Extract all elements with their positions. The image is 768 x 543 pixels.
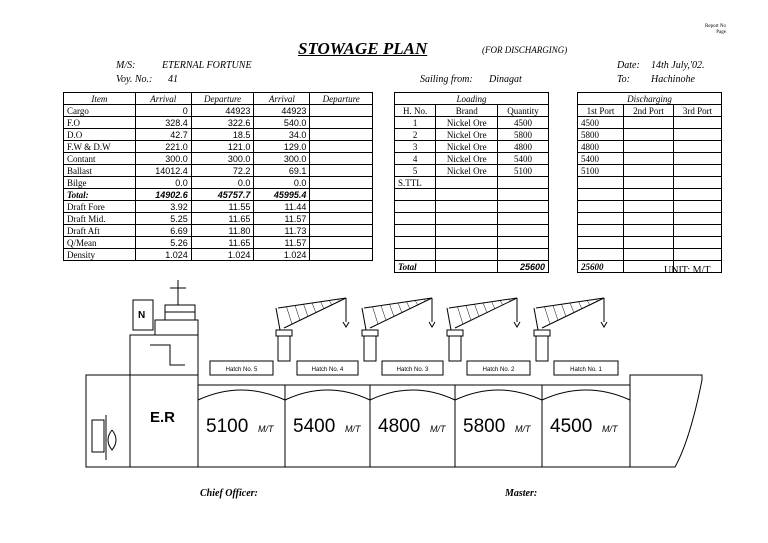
row-value: 44923 <box>191 105 254 117</box>
row-label: Draft Mid. <box>64 213 136 225</box>
loading-cell: Nickel Ore <box>436 153 498 165</box>
loading-header: H. No. <box>395 105 436 117</box>
crane-lattice <box>458 307 464 325</box>
crane-lattice <box>466 305 471 320</box>
bridge-deck <box>155 320 198 335</box>
row-value: 0.0 <box>254 177 310 189</box>
loading-cell: 4 <box>395 153 436 165</box>
hold-arch <box>198 390 285 400</box>
crane-cab <box>534 330 550 336</box>
report-no-label: Report No <box>705 24 726 29</box>
date-value: 14th July,'02. <box>651 60 705 71</box>
crane-lattice <box>415 300 418 305</box>
crane-lattice <box>295 305 300 320</box>
voy-value: 41 <box>168 74 178 85</box>
row-value: 6.69 <box>135 225 191 237</box>
hatch-unit: M/T <box>430 424 446 434</box>
master-signature: Master: <box>505 488 538 499</box>
crane-lattice <box>570 303 574 313</box>
row-value: 45995.4 <box>254 189 310 201</box>
hatch-unit: M/T <box>258 424 274 434</box>
discharging-header: 2nd Port <box>624 105 674 117</box>
loading-cell: 4800 <box>498 141 549 153</box>
row-value: 0 <box>135 105 191 117</box>
condition-header: Departure <box>191 93 254 105</box>
condition-header: Departure <box>310 93 373 105</box>
hatch-unit: M/T <box>345 424 361 434</box>
loading-cell: Nickel Ore <box>436 129 498 141</box>
ms-value: ETERNAL FORTUNE <box>162 60 252 71</box>
voy-label: Voy. No.: <box>116 74 153 85</box>
crane-lattice <box>545 307 551 325</box>
date-label: Date: <box>617 60 640 71</box>
discharging-cell: 5800 <box>578 129 624 141</box>
condition-header: Arrival <box>135 93 191 105</box>
discharging-cell: 4500 <box>578 117 624 129</box>
row-value: 0.0 <box>191 177 254 189</box>
hatch-quantity: 4500 <box>550 416 593 437</box>
hold-arch <box>455 390 542 400</box>
loading-cell: Nickel Ore <box>436 117 498 129</box>
hatch-label: Hatch No. 1 <box>570 367 602 373</box>
row-label: F.W & D.W <box>64 141 136 153</box>
hatch-unit: M/T <box>602 424 618 434</box>
page-subtitle: (FOR DISCHARGING) <box>482 45 568 55</box>
row-value: 69.1 <box>254 165 310 177</box>
loading-cell: 2 <box>395 129 436 141</box>
loading-cell: 1 <box>395 117 436 129</box>
row-value: 44923 <box>254 105 310 117</box>
crane-cab <box>362 330 378 336</box>
sailing-label: Sailing from: <box>420 74 473 85</box>
hold-arch <box>542 390 630 400</box>
row-value: 14012.4 <box>135 165 191 177</box>
deck-crane <box>447 298 520 361</box>
discharging-header: 3rd Port <box>674 105 722 117</box>
row-label: Contant <box>64 153 136 165</box>
crane-lattice <box>312 303 316 313</box>
crane-lattice <box>407 302 411 310</box>
loading-cell: 5400 <box>498 153 549 165</box>
row-value: 300.0 <box>254 153 310 165</box>
rudder <box>92 420 104 452</box>
crane-lattice <box>398 303 402 313</box>
row-value: 45757.7 <box>191 189 254 201</box>
crane-mast <box>447 308 451 330</box>
row-label: Bilge <box>64 177 136 189</box>
row-value: 1.024 <box>254 249 310 261</box>
crane-post <box>536 335 548 361</box>
engine-room-label: E.R <box>150 409 176 426</box>
row-value: 5.26 <box>135 237 191 249</box>
hatch-quantity: 4800 <box>378 416 421 437</box>
condition-header: Arrival <box>254 93 310 105</box>
page-label: Page <box>716 30 726 35</box>
row-value: 11.44 <box>254 201 310 213</box>
crane-post <box>449 335 461 361</box>
row-value: 11.57 <box>254 213 310 225</box>
row-value: 34.0 <box>254 129 310 141</box>
row-value: 42.7 <box>135 129 191 141</box>
row-value: 221.0 <box>135 141 191 153</box>
hold-arch <box>370 390 455 400</box>
hatch-label: Hatch No. 5 <box>225 367 258 373</box>
row-value: 5.25 <box>135 213 191 225</box>
row-value: 11.55 <box>191 201 254 213</box>
crane-lattice <box>304 304 309 317</box>
hatch-quantity: 5100 <box>206 416 249 437</box>
hold-arch <box>285 390 370 400</box>
crane-lattice <box>373 307 379 325</box>
deck-crane <box>362 298 435 361</box>
row-label: Density <box>64 249 136 261</box>
crane-hook <box>514 322 520 327</box>
crane-lattice <box>492 302 496 310</box>
deck-crane <box>534 298 607 361</box>
sailing-value: Dinagat <box>489 74 522 85</box>
row-value: 1.024 <box>135 249 191 261</box>
loading-cell: Total <box>395 261 436 273</box>
loading-cell: 5800 <box>498 129 549 141</box>
row-value: 300.0 <box>135 153 191 165</box>
row-label: Draft Fore <box>64 201 136 213</box>
crane-lattice <box>329 300 332 305</box>
chief-officer-signature: Chief Officer: <box>200 488 258 499</box>
crane-post <box>364 335 376 361</box>
crane-lattice <box>500 300 503 305</box>
row-value: 14902.6 <box>135 189 191 201</box>
crane-mast <box>276 308 280 330</box>
loading-cell: 5 <box>395 165 436 177</box>
row-value: 322.6 <box>191 117 254 129</box>
row-value: 300.0 <box>191 153 254 165</box>
discharging-cell: 4800 <box>578 141 624 153</box>
loading-cell: Nickel Ore <box>436 165 498 177</box>
crane-hook <box>601 322 607 327</box>
loading-header: Quantity <box>498 105 549 117</box>
hatch-quantity: 5400 <box>293 416 336 437</box>
discharging-cell: 5100 <box>578 165 624 177</box>
crane-lattice <box>579 302 583 310</box>
page-title: STOWAGE PLAN <box>298 39 428 58</box>
discharging-header: 1st Port <box>578 105 624 117</box>
row-value: 11.65 <box>191 213 254 225</box>
to-label: To: <box>617 74 630 85</box>
row-value: 3.92 <box>135 201 191 213</box>
condition-header: Item <box>64 93 136 105</box>
crane-cab <box>276 330 292 336</box>
crane-lattice <box>587 300 590 305</box>
crane-hook <box>343 322 349 327</box>
bridge-mark: N <box>138 310 146 321</box>
row-label: D.O <box>64 129 136 141</box>
loading-header: Brand <box>436 105 498 117</box>
row-label: Q/Mean <box>64 237 136 249</box>
hatch-label: Hatch No. 2 <box>482 367 515 373</box>
row-value: 11.73 <box>254 225 310 237</box>
loading-cell: 5100 <box>498 165 549 177</box>
loading-cell: 25600 <box>498 261 549 273</box>
hatch-unit: M/T <box>515 424 531 434</box>
row-label: Total: <box>64 189 136 201</box>
deck-crane <box>276 298 349 361</box>
crane-mast <box>534 308 538 330</box>
row-value: 540.0 <box>254 117 310 129</box>
row-value: 328.4 <box>135 117 191 129</box>
superstructure-detail <box>150 345 185 365</box>
crane-post <box>278 335 290 361</box>
unit-label: UNIT: M/T <box>664 265 711 276</box>
propeller <box>108 430 116 450</box>
crane-lattice <box>390 304 395 317</box>
crane-hook <box>429 322 435 327</box>
row-value: 129.0 <box>254 141 310 153</box>
ms-label: M/S: <box>116 60 136 71</box>
hatch-quantity: 5800 <box>463 416 506 437</box>
discharging-cell: 5400 <box>578 153 624 165</box>
crane-cab <box>447 330 463 336</box>
crane-mast <box>362 308 366 330</box>
row-value: 11.65 <box>191 237 254 249</box>
discharging-cell: 25600 <box>578 261 624 273</box>
row-label: Draft Aft <box>64 225 136 237</box>
loading-cell: S.TTL <box>395 177 436 189</box>
crane-lattice <box>483 303 487 313</box>
hatch-label: Hatch No. 4 <box>311 367 344 373</box>
loading-cell: 3 <box>395 141 436 153</box>
row-label: F.O <box>64 117 136 129</box>
crane-lattice <box>475 304 480 317</box>
row-value: 121.0 <box>191 141 254 153</box>
loading-cell: 4500 <box>498 117 549 129</box>
row-value: 11.80 <box>191 225 254 237</box>
crane-lattice <box>381 305 386 320</box>
row-value: 18.5 <box>191 129 254 141</box>
accommodation-block <box>130 335 198 375</box>
crane-lattice <box>321 302 325 310</box>
hatch-label: Hatch No. 3 <box>396 367 429 373</box>
discharging-title: Discharging <box>578 93 722 105</box>
crane-lattice <box>562 304 567 317</box>
row-value: 11.57 <box>254 237 310 249</box>
crane-lattice <box>287 307 293 325</box>
loading-title: Loading <box>395 93 549 105</box>
loading-cell: Nickel Ore <box>436 141 498 153</box>
row-value: 72.2 <box>191 165 254 177</box>
row-label: Cargo <box>64 105 136 117</box>
crane-lattice <box>553 305 558 320</box>
row-value: 1.024 <box>191 249 254 261</box>
to-value: Hachinohe <box>651 74 695 85</box>
row-label: Ballast <box>64 165 136 177</box>
row-value: 0.0 <box>135 177 191 189</box>
